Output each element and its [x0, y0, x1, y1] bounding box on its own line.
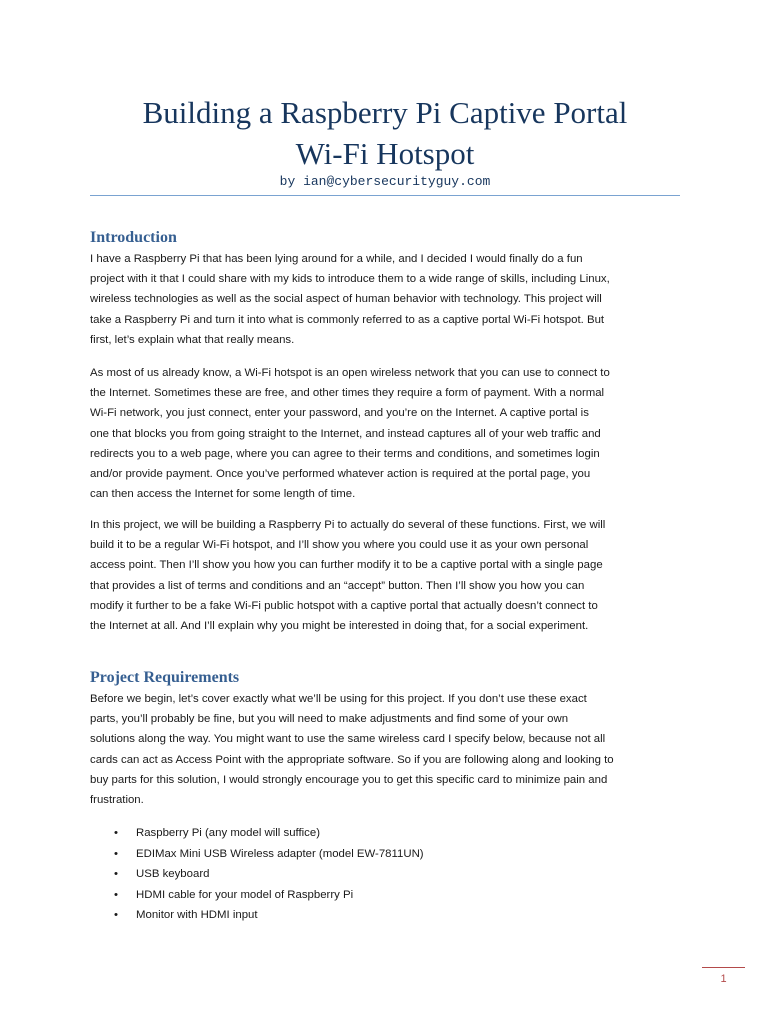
text-line: In this project, we will be building a Raspberry Pi to actually do several of these functions. First, we will — [90, 519, 606, 531]
author-byline: by ian@cybersecurityguy.com — [279, 174, 491, 189]
bullet-icon: • — [114, 827, 118, 839]
title-line-2: Wi-Fi Hotspot — [295, 136, 475, 171]
text-line: that provides a list of terms and conditions and an “accept” button. Then I’ll show you how you can — [90, 579, 585, 592]
list-item-label: HDMI cable for your model of Raspberry Pi — [136, 888, 354, 901]
list-item — [90, 823, 690, 844]
bullet-icon: • — [114, 888, 118, 901]
text-line: redirects you to a web page, where you can agree to their terms and conditions, and sometimes login — [90, 447, 600, 460]
introduction-paragraph-1 — [90, 249, 690, 350]
text-line: Before we begin, let’s cover exactly what we’ll be using for this project. If you don’t use these exact — [90, 693, 587, 705]
footer-divider — [702, 967, 745, 968]
text-line: the Internet at all. And I’ll explain why you might be interested in doing that, for a social experiment. — [90, 620, 589, 633]
list-item-label: EDIMax Mini USB Wireless adapter (model EW-7811UN) — [136, 847, 424, 860]
text-line: parts, you’ll probably be fine, but you will need to make adjustments and find some of your own — [90, 713, 569, 726]
document-title — [90, 92, 680, 174]
text-line: Wi-Fi network, you just connect, enter your password, and you’re on the Internet. A captive portal is — [90, 407, 589, 420]
introduction-paragraph-3 — [90, 515, 690, 636]
list-item-label: Raspberry Pi (any model will suffice) — [136, 827, 321, 839]
requirements-paragraph — [90, 689, 690, 810]
list-item — [90, 885, 690, 906]
text-line: I have a Raspberry Pi that has been lying around for a while, and I decided I would finally do a fun — [90, 253, 583, 265]
bullet-icon: • — [114, 909, 118, 922]
text-line: solutions along the way. You might want to use the same wireless card I specify below, because not all — [90, 733, 606, 746]
requirements-heading: Project Requirements — [90, 669, 240, 686]
text-line: build it to be a regular Wi-Fi hotspot, and I’ll show you where you could use it as your own personal — [90, 539, 589, 552]
list-item-label: Monitor with HDMI input — [136, 909, 258, 922]
text-line: first, let’s explain what that really means. — [90, 333, 295, 346]
bullet-icon: • — [114, 847, 118, 860]
page-number: 1 — [720, 973, 727, 985]
text-line: project with it that I could share with my kids to introduce them to a wide range of skills, including Linux, — [90, 273, 610, 286]
title-line-1: Building a Raspberry Pi Captive Portal — [142, 95, 628, 130]
text-line: one that blocks you from going straight to the Internet, and instead captures all of your web traffic and — [90, 427, 601, 440]
introduction-paragraph-2 — [90, 363, 690, 504]
text-line: wireless technologies as well as the social aspect of human behavior with technology. This project will — [90, 293, 602, 306]
text-line: can then access the Internet for some length of time. — [90, 488, 356, 501]
text-line: cards can act as Access Point with the appropriate software. So if you are following along and looking to — [90, 753, 614, 766]
list-item-label: USB keyboard — [136, 868, 210, 881]
text-line: modify it further to be a fake Wi-Fi public hotspot with a captive portal that actually doesn’t connect to — [90, 599, 598, 612]
list-item — [90, 864, 690, 885]
requirements-list — [90, 823, 690, 926]
text-line: buy parts for this solution, I would strongly encourage you to get this specific card to minimize pain and — [90, 773, 608, 786]
bullet-icon: • — [114, 868, 118, 881]
text-line: As most of us already know, a Wi-Fi hotspot is an open wireless network that you can use to connect to — [90, 367, 610, 379]
list-item — [90, 844, 690, 865]
text-line: access point. Then I’ll show you how you can further modify it to be a captive portal with a single page — [90, 559, 603, 572]
text-line: the Internet. Sometimes these are free, and other times they require a form of payment. With a normal — [90, 387, 605, 400]
list-item — [90, 905, 690, 926]
text-line: take a Raspberry Pi and turn it into what is commonly referred to as a captive portal Wi-Fi hotspot. But — [90, 313, 605, 326]
text-line: frustration. — [90, 794, 144, 807]
text-line: and/or provide payment. Once you’ve performed whatever action is required at the portal page, you — [90, 468, 591, 481]
introduction-heading: Introduction — [90, 229, 177, 246]
title-divider — [90, 195, 680, 196]
